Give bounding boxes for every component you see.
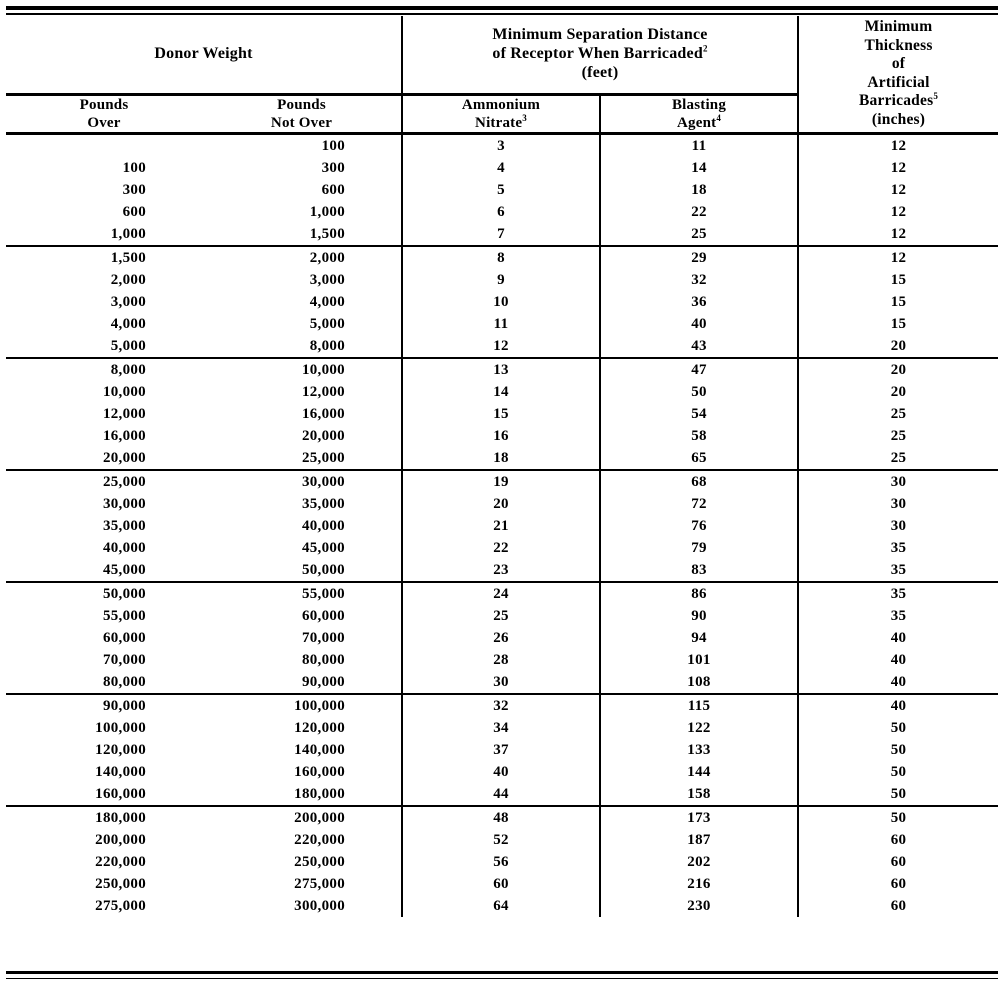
- value-pounds-over: 45,000: [102, 561, 146, 578]
- value-pounds-not-over: 8,000: [309, 337, 345, 354]
- value-ammonium-nitrate: 25: [493, 607, 509, 624]
- value-ammonium-nitrate: 16: [493, 427, 509, 444]
- top-rule-thin: [6, 13, 998, 15]
- value-pounds-not-over: 220,000: [294, 831, 345, 848]
- header-pounds-over: [6, 94, 202, 133]
- value-pounds-over: 160,000: [95, 785, 146, 802]
- value-ammonium-nitrate: 22: [493, 539, 509, 556]
- cell-blasting-agent: [600, 470, 798, 582]
- value-blasting-agent: 47: [691, 361, 707, 378]
- value-pounds-over: 5,000: [110, 337, 146, 354]
- header-separation-footnote-ref: 2: [702, 43, 708, 54]
- value-pounds-over: 20,000: [102, 449, 146, 466]
- value-barricade-thickness: 12: [890, 159, 907, 176]
- cell-pounds-not-over: [202, 470, 402, 582]
- table-body: [6, 133, 998, 917]
- value-pounds-not-over: 140,000: [294, 741, 345, 758]
- value-pounds-not-over: 1,000: [309, 203, 345, 220]
- value-barricade-thickness: 50: [890, 785, 907, 802]
- header-pounds-not-over: [202, 94, 402, 133]
- value-pounds-not-over: 5,000: [309, 315, 345, 332]
- cell-pounds-not-over: [202, 358, 402, 470]
- table-row-group: [6, 358, 998, 470]
- header-donor-weight: Donor Weight: [6, 16, 402, 94]
- value-ammonium-nitrate: 18: [493, 449, 509, 466]
- value-pounds-over: 600: [122, 203, 146, 220]
- cell-pounds-not-over: [202, 246, 402, 358]
- value-ammonium-nitrate: 64: [493, 897, 509, 914]
- value-pounds-not-over: 4,000: [309, 293, 345, 310]
- separation-distance-table: [6, 16, 998, 917]
- value-ammonium-nitrate: 12: [493, 337, 509, 354]
- header-row-top: [6, 16, 998, 94]
- header-ammonium-line2: Nitrate: [475, 114, 523, 131]
- value-ammonium-nitrate: 3: [497, 137, 505, 154]
- value-ammonium-nitrate: 13: [493, 361, 509, 378]
- value-blasting-agent: 187: [687, 831, 711, 848]
- value-pounds-not-over: 600: [321, 181, 345, 198]
- value-barricade-thickness: 30: [890, 495, 907, 512]
- value-barricade-thickness: 40: [890, 651, 907, 668]
- cell-blasting-agent: [600, 358, 798, 470]
- header-blasting-line2: Agent: [676, 114, 717, 131]
- value-blasting-agent: 133: [687, 741, 711, 758]
- value-pounds-not-over: 275,000: [294, 875, 345, 892]
- value-barricade-thickness: 20: [890, 337, 907, 354]
- value-pounds-over: 220,000: [95, 853, 146, 870]
- cell-barricade-thickness: [798, 582, 998, 694]
- value-blasting-agent: 58: [691, 427, 707, 444]
- table-row-group: [6, 806, 998, 917]
- header-thickness-line2: Thickness: [864, 36, 933, 54]
- table-row-group: [6, 470, 998, 582]
- table-row-group: [6, 582, 998, 694]
- value-pounds-over: 90,000: [102, 697, 146, 714]
- value-pounds-over: 40,000: [102, 539, 146, 556]
- value-ammonium-nitrate: 23: [493, 561, 509, 578]
- value-ammonium-nitrate: 34: [493, 719, 509, 736]
- value-pounds-not-over: 20,000: [301, 427, 345, 444]
- value-ammonium-nitrate: 9: [497, 271, 505, 288]
- value-pounds-not-over: 300,000: [294, 897, 345, 914]
- value-pounds-not-over: 100: [321, 137, 345, 154]
- value-pounds-over: 3,000: [110, 293, 146, 310]
- header-blasting-line1: Blasting: [671, 96, 727, 113]
- value-barricade-thickness: 60: [890, 831, 907, 848]
- value-pounds-over: 35,000: [102, 517, 146, 534]
- value-ammonium-nitrate: 24: [493, 585, 509, 602]
- value-barricade-thickness: 25: [890, 405, 907, 422]
- value-ammonium-nitrate: 14: [493, 383, 509, 400]
- value-pounds-not-over: 120,000: [294, 719, 345, 736]
- value-blasting-agent: 90: [691, 607, 707, 624]
- value-pounds-not-over: 250,000: [294, 853, 345, 870]
- value-ammonium-nitrate: 48: [493, 809, 509, 826]
- value-pounds-over: 50,000: [102, 585, 146, 602]
- value-blasting-agent: 79: [691, 539, 707, 556]
- value-pounds-not-over: 70,000: [301, 629, 345, 646]
- value-pounds-over: 180,000: [95, 809, 146, 826]
- value-ammonium-nitrate: 11: [493, 315, 509, 332]
- cell-pounds-over: [6, 582, 202, 694]
- value-blasting-agent: 202: [687, 853, 711, 870]
- value-blasting-agent: 68: [691, 473, 707, 490]
- value-blasting-agent: 36: [691, 293, 707, 310]
- header-minimum-thickness-artificial-barricades: [798, 16, 998, 133]
- value-blasting-agent: 216: [687, 875, 711, 892]
- value-pounds-over: 2,000: [110, 271, 146, 288]
- value-pounds-not-over: 200,000: [294, 809, 345, 826]
- value-pounds-not-over: 16,000: [301, 405, 345, 422]
- header-pounds-not-over-line2: Not Over: [270, 114, 333, 131]
- value-pounds-over: 30,000: [102, 495, 146, 512]
- cell-barricade-thickness: [798, 806, 998, 917]
- top-rule-thick: [6, 6, 998, 10]
- value-barricade-thickness: 30: [890, 473, 907, 490]
- value-blasting-agent: 29: [691, 249, 707, 266]
- value-pounds-over: 1,500: [110, 249, 146, 266]
- value-barricade-thickness: 60: [890, 853, 907, 870]
- value-blasting-agent: 54: [691, 405, 707, 422]
- value-barricade-thickness: 15: [890, 271, 907, 288]
- value-blasting-agent: 11: [691, 137, 707, 154]
- header-blasting-footnote-ref: 4: [716, 112, 722, 123]
- value-pounds-over: 16,000: [102, 427, 146, 444]
- cell-barricade-thickness: [798, 133, 998, 246]
- value-ammonium-nitrate: 56: [493, 853, 509, 870]
- header-ammonium-nitrate: [402, 94, 600, 133]
- cell-pounds-over: [6, 133, 202, 246]
- cell-ammonium-nitrate: [402, 582, 600, 694]
- value-pounds-over: 8,000: [110, 361, 146, 378]
- cell-ammonium-nitrate: [402, 246, 600, 358]
- value-ammonium-nitrate: 32: [493, 697, 509, 714]
- value-pounds-not-over: 2,000: [309, 249, 345, 266]
- value-barricade-thickness: 35: [890, 539, 907, 556]
- cell-pounds-not-over: [202, 133, 402, 246]
- value-pounds-over: 80,000: [102, 673, 146, 690]
- header-pounds-over-line2: Over: [87, 114, 121, 131]
- value-blasting-agent: 18: [691, 181, 707, 198]
- header-minimum-separation-distance: [402, 16, 798, 94]
- value-blasting-agent: 94: [691, 629, 707, 646]
- value-blasting-agent: 72: [691, 495, 707, 512]
- header-ammonium-line1: Ammonium: [461, 96, 541, 113]
- value-blasting-agent: 50: [691, 383, 707, 400]
- value-pounds-not-over: 45,000: [301, 539, 345, 556]
- value-pounds-over: 100: [122, 159, 146, 176]
- header-separation-line1: Minimum Separation Distance: [492, 26, 708, 43]
- value-blasting-agent: 173: [687, 809, 711, 826]
- value-barricade-thickness: 35: [890, 585, 907, 602]
- value-blasting-agent: 14: [691, 159, 707, 176]
- value-barricade-thickness: 20: [890, 383, 907, 400]
- value-pounds-not-over: 35,000: [301, 495, 345, 512]
- value-ammonium-nitrate: 7: [497, 225, 505, 242]
- value-barricade-thickness: 40: [890, 629, 907, 646]
- value-blasting-agent: 83: [691, 561, 707, 578]
- cell-barricade-thickness: [798, 694, 998, 806]
- value-ammonium-nitrate: 40: [493, 763, 509, 780]
- cell-ammonium-nitrate: [402, 806, 600, 917]
- header-pounds-over-line1: Pounds: [79, 96, 129, 113]
- value-ammonium-nitrate: 21: [493, 517, 509, 534]
- table-row-group: [6, 246, 998, 358]
- value-barricade-thickness: 50: [890, 719, 907, 736]
- value-pounds-not-over: 60,000: [301, 607, 345, 624]
- value-blasting-agent: 230: [687, 897, 711, 914]
- value-ammonium-nitrate: 15: [493, 405, 509, 422]
- value-pounds-over: 4,000: [110, 315, 146, 332]
- value-pounds-over: 10,000: [102, 383, 146, 400]
- value-pounds-not-over: 90,000: [301, 673, 345, 690]
- cell-barricade-thickness: [798, 470, 998, 582]
- header-ammonium-footnote-ref: 3: [522, 112, 527, 123]
- value-pounds-over: 60,000: [102, 629, 146, 646]
- value-barricade-thickness: 15: [890, 315, 907, 332]
- value-ammonium-nitrate: 37: [493, 741, 509, 758]
- header-thickness-footnote-ref: 5: [933, 91, 939, 102]
- value-ammonium-nitrate: 28: [493, 651, 509, 668]
- value-barricade-thickness: 50: [890, 741, 907, 758]
- cell-blasting-agent: [600, 133, 798, 246]
- cell-pounds-over: [6, 470, 202, 582]
- value-barricade-thickness: 12: [890, 203, 907, 220]
- value-blasting-agent: 86: [691, 585, 707, 602]
- cell-blasting-agent: [600, 806, 798, 917]
- cell-blasting-agent: [600, 582, 798, 694]
- value-barricade-thickness: 30: [890, 517, 907, 534]
- header-separation-line3: (feet): [581, 63, 619, 81]
- value-barricade-thickness: 50: [890, 809, 907, 826]
- cell-barricade-thickness: [798, 358, 998, 470]
- value-ammonium-nitrate: 19: [493, 473, 509, 490]
- table-row-group: [6, 133, 998, 246]
- table-header: [6, 16, 998, 133]
- cell-ammonium-nitrate: [402, 694, 600, 806]
- value-barricade-thickness: 25: [890, 427, 907, 444]
- value-blasting-agent: 158: [687, 785, 711, 802]
- value-blasting-agent: 144: [687, 763, 711, 780]
- value-blasting-agent: 43: [691, 337, 707, 354]
- header-thickness-line4: Artificial: [867, 73, 930, 91]
- value-ammonium-nitrate: 4: [497, 159, 505, 176]
- value-barricade-thickness: 60: [890, 897, 907, 914]
- value-barricade-thickness: 35: [890, 561, 907, 578]
- value-pounds-not-over: 55,000: [301, 585, 345, 602]
- value-pounds-over: 100,000: [95, 719, 146, 736]
- value-pounds-not-over: 30,000: [301, 473, 345, 490]
- cell-blasting-agent: [600, 694, 798, 806]
- cell-blasting-agent: [600, 246, 798, 358]
- value-pounds-not-over: 100,000: [294, 697, 345, 714]
- value-pounds-not-over: 160,000: [294, 763, 345, 780]
- header-blasting-agent: [600, 94, 798, 133]
- cell-pounds-not-over: [202, 806, 402, 917]
- cell-pounds-over: [6, 806, 202, 917]
- value-pounds-not-over: 180,000: [294, 785, 345, 802]
- cell-pounds-over: [6, 358, 202, 470]
- value-pounds-over: 140,000: [95, 763, 146, 780]
- value-blasting-agent: 115: [687, 697, 711, 714]
- value-pounds-not-over: 40,000: [301, 517, 345, 534]
- value-pounds-not-over: 10,000: [301, 361, 345, 378]
- header-thickness-line1: Minimum: [864, 18, 933, 36]
- cell-pounds-not-over: [202, 694, 402, 806]
- value-pounds-not-over: 80,000: [301, 651, 345, 668]
- value-ammonium-nitrate: 8: [497, 249, 505, 266]
- value-barricade-thickness: 12: [890, 137, 907, 154]
- cell-pounds-over: [6, 694, 202, 806]
- bottom-rule-thick: [6, 971, 998, 974]
- value-barricade-thickness: 12: [890, 181, 907, 198]
- value-blasting-agent: 22: [691, 203, 707, 220]
- value-blasting-agent: 32: [691, 271, 707, 288]
- value-barricade-thickness: 35: [890, 607, 907, 624]
- cell-ammonium-nitrate: [402, 470, 600, 582]
- value-barricade-thickness: 40: [890, 673, 907, 690]
- value-pounds-not-over: 3,000: [309, 271, 345, 288]
- value-barricade-thickness: 12: [890, 249, 907, 266]
- value-pounds-over: 1,000: [110, 225, 146, 242]
- value-ammonium-nitrate: 20: [493, 495, 509, 512]
- header-pounds-not-over-line1: Pounds: [277, 96, 326, 113]
- header-thickness-line5: Barricades: [859, 92, 934, 110]
- cell-pounds-not-over: [202, 582, 402, 694]
- value-ammonium-nitrate: 60: [493, 875, 509, 892]
- value-barricade-thickness: 15: [890, 293, 907, 310]
- value-ammonium-nitrate: 10: [493, 293, 509, 310]
- value-pounds-not-over: 25,000: [301, 449, 345, 466]
- bottom-rule-thin: [6, 978, 998, 979]
- cell-ammonium-nitrate: [402, 358, 600, 470]
- cell-ammonium-nitrate: [402, 133, 600, 246]
- table-row-group: [6, 694, 998, 806]
- value-blasting-agent: 40: [691, 315, 707, 332]
- value-pounds-over: 25,000: [102, 473, 146, 490]
- header-thickness-line3: of: [891, 55, 906, 73]
- value-barricade-thickness: 50: [890, 763, 907, 780]
- value-blasting-agent: 108: [687, 673, 711, 690]
- value-pounds-over: 55,000: [102, 607, 146, 624]
- value-blasting-agent: 25: [691, 225, 707, 242]
- value-barricade-thickness: 60: [890, 875, 907, 892]
- value-pounds-over: 275,000: [95, 897, 146, 914]
- value-barricade-thickness: 12: [890, 225, 907, 242]
- value-pounds-not-over: 1,500: [309, 225, 345, 242]
- value-ammonium-nitrate: 5: [497, 181, 505, 198]
- value-barricade-thickness: 25: [890, 449, 907, 466]
- value-pounds-not-over: 300: [321, 159, 345, 176]
- value-ammonium-nitrate: 26: [493, 629, 509, 646]
- value-pounds-not-over: 12,000: [301, 383, 345, 400]
- value-ammonium-nitrate: 30: [493, 673, 509, 690]
- value-ammonium-nitrate: 52: [493, 831, 509, 848]
- value-pounds-over: 12,000: [102, 405, 146, 422]
- value-blasting-agent: 122: [687, 719, 711, 736]
- value-pounds-over: 120,000: [95, 741, 146, 758]
- value-pounds-over: 300: [122, 181, 146, 198]
- value-blasting-agent: 101: [687, 651, 711, 668]
- value-barricade-thickness: 20: [890, 361, 907, 378]
- value-pounds-over: 70,000: [102, 651, 146, 668]
- cell-pounds-over: [6, 246, 202, 358]
- value-blasting-agent: 65: [691, 449, 707, 466]
- value-blasting-agent: 76: [691, 517, 707, 534]
- value-pounds-not-over: 50,000: [301, 561, 345, 578]
- value-pounds-over: 200,000: [95, 831, 146, 848]
- header-separation-line2: of Receptor When Barricaded: [492, 44, 703, 62]
- value-ammonium-nitrate: 6: [497, 203, 505, 220]
- header-thickness-line6: (inches): [871, 111, 926, 128]
- value-barricade-thickness: 40: [890, 697, 907, 714]
- value-ammonium-nitrate: 44: [493, 785, 509, 802]
- value-pounds-over: 250,000: [95, 875, 146, 892]
- cell-barricade-thickness: [798, 246, 998, 358]
